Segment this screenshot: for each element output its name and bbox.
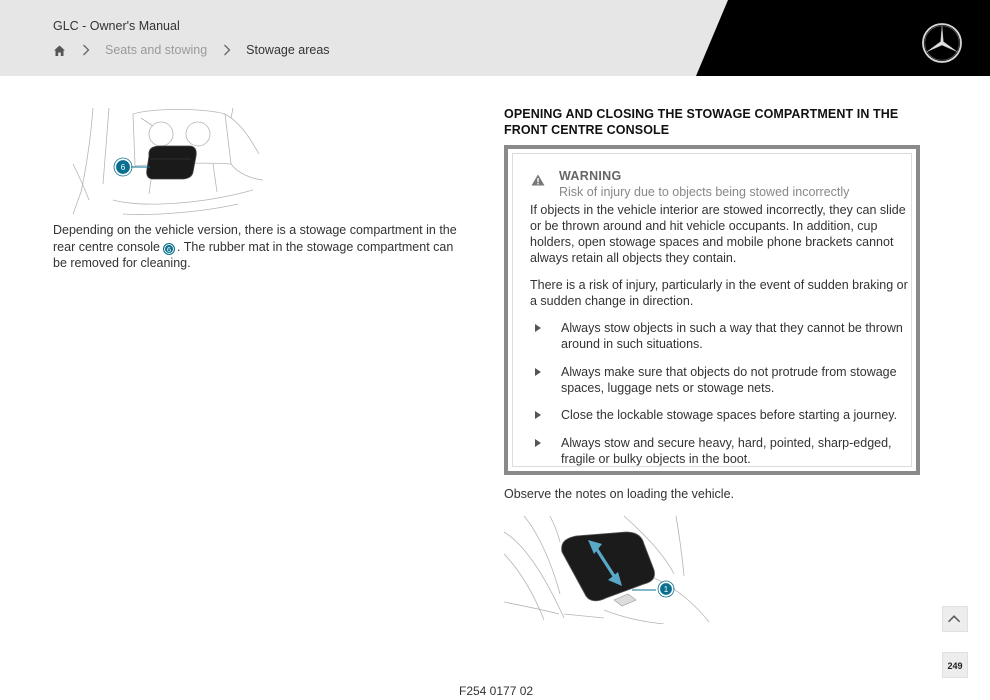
warning-bullet-1-text: Always stow objects in such a way that they cannot be thrown around in such situations. [561, 321, 903, 351]
triangle-bullet-icon [535, 411, 541, 419]
figure-badge-6: 6 [120, 163, 126, 172]
warning-box [504, 145, 920, 475]
front-console-illustration [504, 514, 714, 624]
breadcrumb-item-stowage-areas: Stowage areas [246, 43, 330, 57]
warning-paragraph-2: There is a risk of injury, particularly in the event of sudden braking or a sudden change in direction. [530, 278, 908, 308]
chevron-up-icon [943, 607, 967, 631]
warning-bullet-4-text: Always stow and secure heavy, hard, pointed, sharp-edged, fragile or bulky objects in the boot. [561, 436, 892, 466]
header-black-band [0, 0, 990, 76]
home-icon[interactable] [53, 44, 66, 57]
triangle-bullet-icon [535, 324, 541, 332]
warning-triangle-icon [531, 174, 545, 186]
warning-paragraph-1: If objects in the vehicle interior are stowed incorrectly, they can slide or be thrown around and hit vehicle occupants. In addition, cup holders, open stowage spaces and mobile phone brackets cannot always retain all objects they contain. [530, 203, 906, 265]
observe-note: Observe the notes on loading the vehicle. [504, 487, 735, 501]
description-text-part-1: Depending on the vehicle version, there is a stowage compartment in the rear centre console [53, 223, 457, 254]
chevron-right-icon [82, 44, 90, 56]
warning-box-inner [512, 153, 912, 467]
warning-bullet-2-text: Always make sure that objects do not protrude from stowage spaces, luggage nets or stowage nets. [561, 365, 897, 395]
inline-badge-6: 6 [163, 243, 175, 255]
description-text-part-2: . The rubber mat in the stowage compartment can be removed for cleaning. [53, 239, 454, 270]
breadcrumb [53, 41, 330, 59]
rear-console-illustration [53, 104, 263, 216]
figure-badge-1: 1 [663, 585, 669, 594]
section-title: OPENING AND CLOSING THE STOWAGE COMPARTMENT IN THE FRONT CENTRE CONSOLE [504, 107, 899, 137]
warning-bullet-3-text: Close the lockable stowage spaces before starting a journey. [561, 408, 898, 422]
chevron-right-icon [223, 44, 231, 56]
scroll-to-top-button[interactable] [942, 606, 968, 632]
page-number-button[interactable]: 249 [942, 652, 968, 678]
warning-title: WARNING [559, 169, 622, 183]
warning-subtitle: Risk of injury due to objects being stowed incorrectly [559, 185, 850, 199]
triangle-bullet-icon [535, 368, 541, 376]
triangle-bullet-icon [535, 439, 541, 447]
app-title: GLC - Owner's Manual [53, 19, 180, 33]
figure-caption: F254 0177 02 [459, 684, 534, 698]
mercedes-star-logo[interactable] [921, 22, 963, 64]
rear-console-description [53, 222, 458, 272]
breadcrumb-item-seats-and-stowing[interactable]: Seats and stowing [105, 43, 208, 57]
